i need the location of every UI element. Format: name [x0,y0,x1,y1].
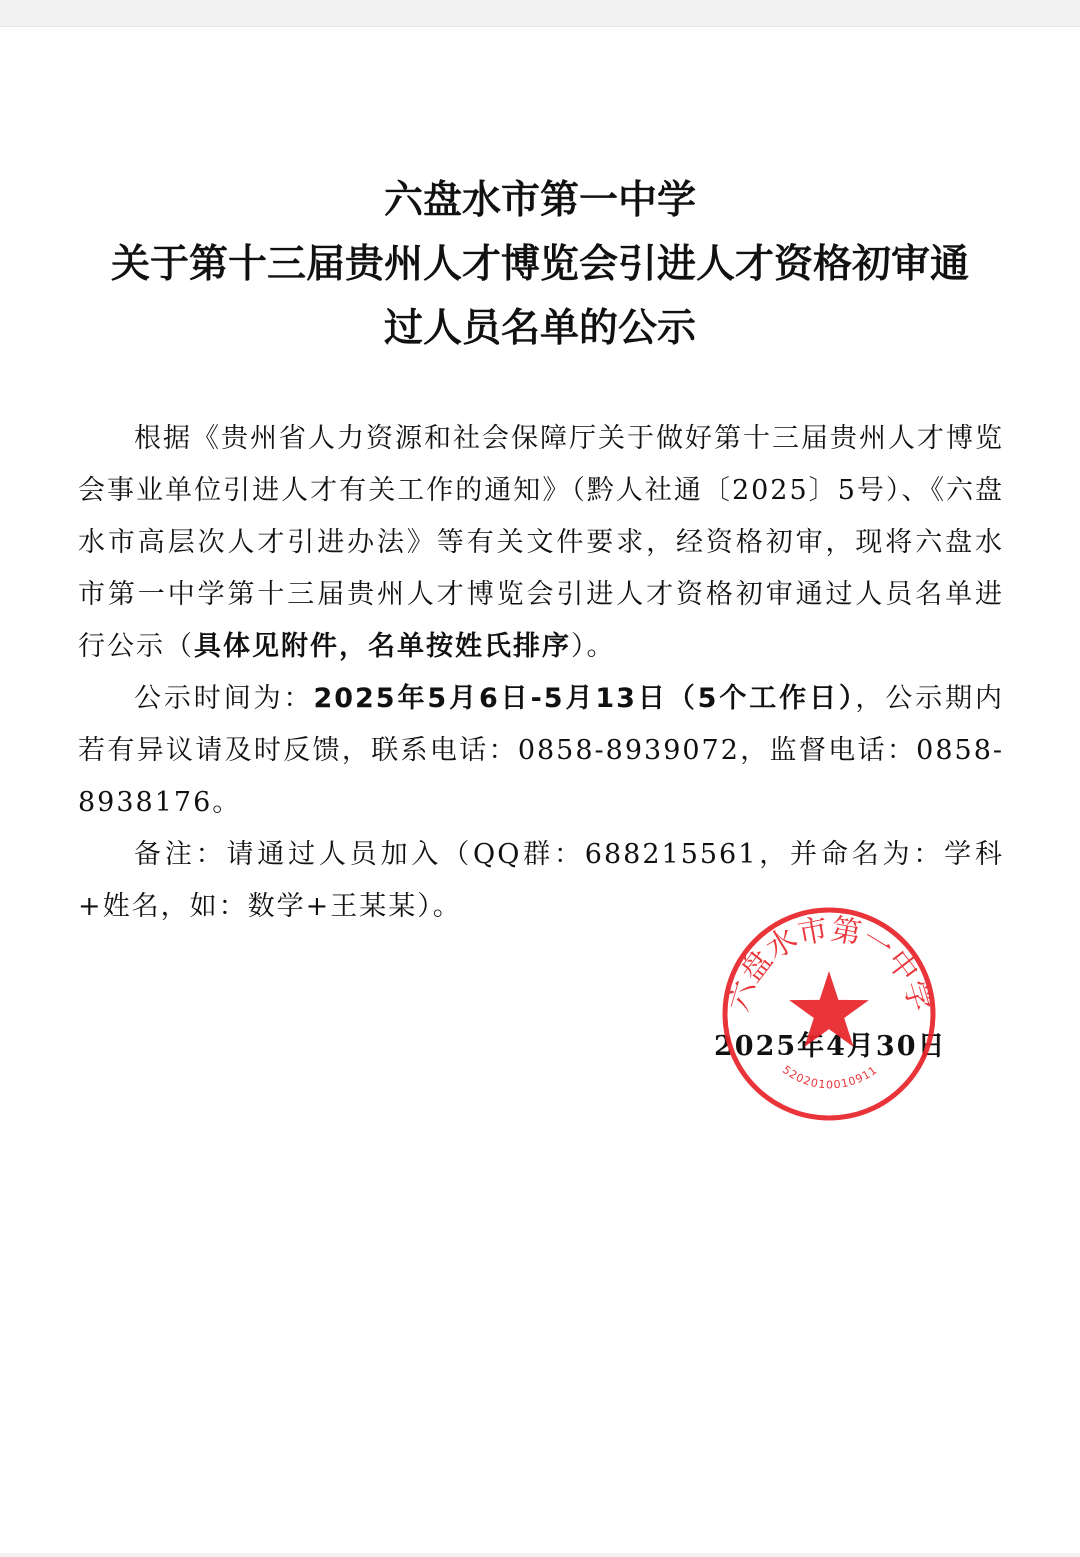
official-seal-icon [718,903,940,1125]
document-page [0,26,1080,1553]
title-line-1: 六盘水市第一中学 [383,178,696,223]
title-line-2: 关于第十三届贵州人才博览会引进人才资格初审通 [110,242,969,287]
paragraph-period-dates: 2025年5月6日-5月13日（5个工作日） [313,683,856,714]
paragraph-basis-text: 根据《贵州省人力资源和社会保障厅关于做好第十三届贵州人才博览会事业单位引进人才有关工作的通知》（黔人社通〔2025〕5号）、《六盘水市高层次人才引进办法》等有关文件要求，经资格初审，现将六盘水市第一中学第十三届贵州人才博览会引进人才资格初审通过人员名单进行公示（ [78,423,1004,662]
paragraph-period [78,673,1004,829]
paragraph-basis-end: ）。 [571,631,616,662]
document-title [0,169,1080,361]
seal-star-icon [789,971,869,1047]
document-body [78,413,1004,933]
paragraph-period-prefix: 公示时间为： [134,683,314,714]
title-line-3: 过人员名单的公示 [383,306,696,351]
paragraph-basis-bold: 具体见附件，名单按姓氏排序 [194,631,571,662]
paragraph-period-text: ，公示期内若有异议请及时反馈，联系电话：0858-8939072，监督电话：0858-8938176。 [78,683,1005,818]
issue-date: 2025年4月30日 [714,1031,947,1062]
paragraph-note-text: 备注：请通过人员加入（QQ群：688215561，并命名为：学科+姓名，如：数学+王某某）。 [78,839,1004,922]
seal-code: 5202010010911 [779,1063,881,1092]
seal-name: 六盘水市第一中学 [720,912,939,1016]
paragraph-basis [78,413,1004,673]
